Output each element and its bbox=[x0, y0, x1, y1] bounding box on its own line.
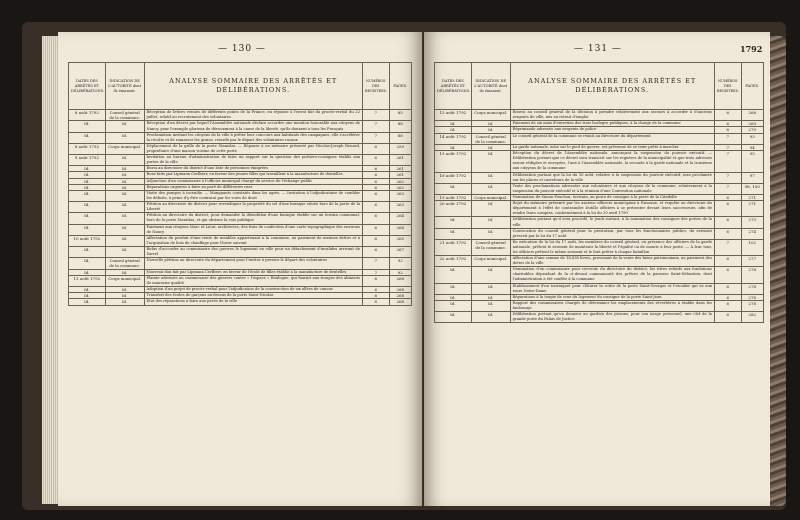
entry-date: Id. bbox=[69, 202, 106, 213]
entry-register-number: 6 bbox=[714, 127, 741, 133]
table-row bbox=[69, 132, 412, 143]
entry-authority: Id. bbox=[105, 178, 144, 184]
entry-register-number: 6 bbox=[714, 256, 741, 267]
entry-register-number: 6 bbox=[714, 294, 741, 300]
entry-register-number: 6 bbox=[362, 246, 389, 257]
table-row bbox=[435, 217, 764, 228]
header-pages: PAGES. bbox=[389, 63, 411, 110]
entry-authority: Id. bbox=[471, 294, 510, 300]
entry-register-number: 6 bbox=[362, 202, 389, 213]
entry-page: 274 bbox=[741, 228, 764, 239]
entry-page: 95 bbox=[741, 151, 764, 172]
entry-authority: Id. bbox=[105, 172, 144, 178]
entry-description: Refus d'accorder au commissaire des guerres le logement en ville pour un détachement d'invalides arrivant de Sarrel bbox=[144, 246, 362, 257]
entry-date: 21 août 1792 bbox=[435, 239, 472, 255]
entry-register-number: 6 bbox=[362, 286, 389, 292]
entry-page: 97 bbox=[741, 172, 764, 183]
entry-description: Transfert des écoles de garçons au-dessus de la porte Saint-Nicolas bbox=[144, 293, 362, 299]
entry-date: Id. bbox=[69, 286, 106, 292]
entry-register-number: 6 bbox=[714, 217, 741, 228]
entry-register-number: 7 bbox=[362, 258, 389, 269]
entry-authority: Conseil général de la commune. bbox=[471, 239, 510, 255]
entry-register-number: 6 bbox=[362, 154, 389, 165]
entry-page: 270 bbox=[741, 127, 764, 133]
table-row bbox=[69, 246, 412, 257]
table-row bbox=[69, 213, 412, 224]
entry-date: Id. bbox=[435, 294, 472, 300]
entry-description: Réparations à la toupie de crue du logement du consigne de la porte Saint-Jean bbox=[510, 294, 714, 300]
entry-register-number: 6 bbox=[362, 235, 389, 246]
entry-page: 93 bbox=[741, 133, 764, 144]
entry-date: Id. bbox=[435, 183, 472, 194]
entry-description: Adoption d'un projet de procès-verbal pour l'adjudication de la construction de six allées de canons bbox=[144, 286, 362, 292]
entry-date: Id. bbox=[435, 121, 472, 127]
entry-date: 16 août 1792 bbox=[435, 172, 472, 183]
entry-authority: Id. bbox=[471, 283, 510, 294]
entry-date: 19 août 1792 bbox=[435, 194, 472, 200]
entry-description: Paiement de six mois d'entretien des trois horloges publiques, à la charge de la commune bbox=[510, 121, 714, 127]
entry-description: Établissement d'un tourniquet pour clôturer la voûte de la porte Saint-Georges et l'escalier qui va aux tours Notre-Dame bbox=[510, 283, 714, 294]
entry-description: Délibération portant qu'on donnera au gardien des prisons, pour son usage personnel, une clef de la grande porte du Palais de Justice bbox=[510, 312, 714, 323]
entry-register-number: 6 bbox=[362, 184, 389, 190]
entry-date: 13 août 1792 bbox=[69, 275, 106, 286]
entry-register-number: 6 bbox=[362, 143, 389, 154]
entry-page: 277 bbox=[741, 256, 764, 267]
entry-page: 264 bbox=[389, 224, 411, 235]
entry-page: 102 bbox=[741, 239, 764, 255]
table-row bbox=[435, 201, 764, 217]
table-row bbox=[435, 183, 764, 194]
entry-register-number: 7 bbox=[714, 151, 741, 172]
entry-date: 20 août 1792 bbox=[435, 201, 472, 217]
table-row bbox=[435, 256, 764, 267]
table-row bbox=[435, 172, 764, 183]
entry-authority: Id. bbox=[105, 224, 144, 235]
table-row bbox=[69, 258, 412, 269]
entry-page: 267 bbox=[389, 246, 411, 257]
entry-authority: Id. bbox=[471, 300, 510, 311]
entry-date: Id. bbox=[69, 184, 106, 190]
entry-page: 263 bbox=[389, 202, 411, 213]
entry-description: Proclamation invitant les citoyens de la ville à prêter leur concours aux habitants des campagnes, elle s'accélérer la récolte et de ramasser les grains, retardé par le départ des volontaires rurauх bbox=[144, 132, 362, 143]
entry-description: Pétition au directoire du district pour revendiquer la propriété du sol d'une baraque située hors de la porte de la Liberté bbox=[144, 202, 362, 213]
entry-description: Délibération portant qu'il sera procédé, le jeudi suivant, à la nomination des consignes des portes de la ville bbox=[510, 217, 714, 228]
entry-date: Id. bbox=[435, 267, 472, 283]
entry-description: Adjonction d'un commissaire à l'officier municipal chargé du service de l'échange public bbox=[144, 178, 362, 184]
entry-authority: Id. bbox=[105, 293, 144, 299]
marbled-edge bbox=[768, 36, 786, 506]
entry-page: 269 bbox=[741, 121, 764, 127]
entry-page: 268 bbox=[389, 299, 411, 305]
entry-date: Id. bbox=[435, 300, 472, 311]
entry-register-number: 6 bbox=[714, 110, 741, 121]
table-row bbox=[69, 202, 412, 213]
entry-authority: Id. bbox=[471, 312, 510, 323]
entry-page: 265 bbox=[389, 235, 411, 246]
entry-register-number: 6 bbox=[362, 299, 389, 305]
table-row bbox=[69, 154, 412, 165]
entry-description: Réprimande adressée aux sergents de police bbox=[510, 127, 714, 133]
table-row bbox=[69, 121, 412, 132]
entry-date: Id. bbox=[435, 228, 472, 239]
entry-description: Réception d'un décret par lequel l'Assemblée nationale déclare accorder une mention honorable aux citoyens de Nancy, pour l'exemple glorieux de dévouement à la cause de la liberté, qu'ils donnent à tous les Français bbox=[144, 121, 362, 132]
entry-description: Déplacement de la grille de la porte Stanislas. — Réponse à un mémoire présenté par Nicolas-Joseph Renard, propriétaire d'une maison voisine de cette porte bbox=[144, 143, 362, 154]
entry-page: 263 bbox=[389, 190, 411, 201]
entry-date: Id. bbox=[69, 299, 106, 305]
entry-page: 259 bbox=[389, 143, 411, 154]
entry-authority: Id. bbox=[105, 154, 144, 165]
entry-page: 262 bbox=[389, 178, 411, 184]
entry-page: 271 bbox=[741, 201, 764, 217]
header-numeros: NUMÉROS DES REGISTRES. bbox=[714, 63, 741, 110]
left-page bbox=[58, 32, 422, 506]
header-dates: DATES DES ARRÊTÉS ET DÉLIBÉRATIONS. bbox=[435, 63, 472, 110]
entry-authority: Id. bbox=[471, 151, 510, 172]
entry-date: 10 août 1792 bbox=[69, 235, 106, 246]
entry-page: 88 bbox=[389, 132, 411, 143]
entry-description: Rejet du mémoire présenté par les anciens officiers municipaux à Ensoaux, et requête au directoire du département à l'effet de contraindre Dutillo officiers à se présenter devant leurs successeurs, afin de rendre leurs comptes, conformément à la loi du 20 avril 1790 bbox=[510, 201, 714, 217]
entry-page: 268 bbox=[389, 286, 411, 292]
entry-description: Nouveau don fait par Lipmann Cerfberr, en faveur de l'école de filles établie à la manufacture de dentelles bbox=[144, 269, 362, 275]
entry-date: 9 août 1792 bbox=[69, 154, 106, 165]
entry-page: 264 bbox=[389, 213, 411, 224]
entry-description: Nomination d'un commissaire pour recevoir, du directoire du district, les titres relatifs aux fondations charitables dépendant de la ci-devant communauté des prêtres de la paroisse Saint-Sébastien, dont l'administration a été confiée à la commune bbox=[510, 267, 714, 283]
entry-date: Id. bbox=[69, 172, 106, 178]
table-row bbox=[435, 151, 764, 172]
entry-date: Id. bbox=[69, 213, 106, 224]
entry-date: Id. bbox=[435, 127, 472, 133]
header-dates: DATES DES ARRÊTÉS ET DÉLIBÉRATIONS. bbox=[69, 63, 106, 110]
entry-authority: Corps municipal. bbox=[471, 110, 510, 121]
right-page bbox=[424, 32, 770, 506]
entry-page: 261 bbox=[389, 154, 411, 165]
entry-page: 278 bbox=[741, 267, 764, 283]
table-row bbox=[435, 239, 764, 255]
entry-register-number: 7 bbox=[714, 172, 741, 183]
entry-register-number: 6 bbox=[714, 194, 741, 200]
entry-date: 22 août 1792 bbox=[435, 256, 472, 267]
entry-date: Id. bbox=[69, 121, 106, 132]
entry-register-number: 7 bbox=[714, 183, 741, 194]
entry-description: Nouvelle pétition au directoire du département pour l'inviter à presser le départ des volontaires bbox=[144, 258, 362, 269]
entry-description: Délibération portant que la loi du 10 août, relative à la suspension du pouvoir exécutif, sera proclamée sur les places et carrefours de la ville bbox=[510, 172, 714, 183]
entry-authority: Conseil général de la commune. bbox=[105, 258, 144, 269]
entry-description: Rapport des commissaires chargés de déterminer les emplacements des réverbères à établir dans les faubourgs bbox=[510, 300, 714, 311]
entry-authority: Id. bbox=[105, 132, 144, 143]
table-row bbox=[69, 190, 412, 201]
entry-register-number: 6 bbox=[362, 224, 389, 235]
entry-description: Envoi au directoire du district d'une liste de personnes émigrées bbox=[144, 166, 362, 172]
entry-page: 92 bbox=[389, 258, 411, 269]
entry-description: Réparations urgentes à faire au pavé de différentes rues bbox=[144, 184, 362, 190]
entry-page: 273 bbox=[741, 217, 764, 228]
entry-description: Plainte adressée au commissaire des guerres contre « l'espace » Boulogne, qui fournit aux troupes des aliments de mauvaise qualité bbox=[144, 275, 362, 286]
entry-page: 98, 100 bbox=[741, 183, 764, 194]
entry-description: Paiement aux citoyens Marc et Lieut, architectes, des frais de confection d'une carte topographique des environs de Nancy bbox=[144, 224, 362, 235]
entry-page: 262 bbox=[389, 184, 411, 190]
entry-description: En exécution de la loi du 17 août, les membres du conseil général, en présence des officiers de la garde nationale, prêtent le serment de maintenir la liberté et l'égalité ou de mourir à leur poste. — À leur tour, les officiers prêtent le même serment et le font prêter à chaque bataillon bbox=[510, 239, 714, 255]
entry-authority: Id. bbox=[105, 166, 144, 172]
entry-date: Id. bbox=[69, 132, 106, 143]
entry-description: Affectation d'une somme de 18,838 livres, provenant de la vente des biens patrimoniaux, au paiement des dettes de la ville bbox=[510, 256, 714, 267]
entry-date: Id. bbox=[435, 217, 472, 228]
table-row bbox=[69, 224, 412, 235]
entry-authority: Corps municipal. bbox=[105, 143, 144, 154]
entry-register-number: 6 bbox=[714, 267, 741, 283]
entry-authority: Id. bbox=[105, 202, 144, 213]
entry-register-number: 6 bbox=[714, 228, 741, 239]
entry-register-number: 6 bbox=[362, 178, 389, 184]
entry-date: Id. bbox=[435, 145, 472, 151]
entry-page: 85 bbox=[389, 110, 411, 121]
entry-date: Id. bbox=[69, 246, 106, 257]
entry-date: 14 août 1792 bbox=[435, 133, 472, 144]
entry-register-number: 7 bbox=[362, 269, 389, 275]
header-numeros: NUMÉROS DES REGISTRES. bbox=[362, 63, 389, 110]
entry-page: 278 bbox=[741, 283, 764, 294]
table-row bbox=[435, 110, 764, 121]
entry-register-number: 6 bbox=[714, 312, 741, 323]
entry-description: La garde nationale, mise sur le pied de guerre, est prévenue de se tenir prête à marcher bbox=[510, 145, 714, 151]
entry-page: 268 bbox=[389, 275, 411, 286]
entry-authority: Id. bbox=[471, 267, 510, 283]
entry-description: Convocation du conseil général pour la prestation, par tous les fonctionnaires publics, du serment prescrit par la loi du 17 août bbox=[510, 228, 714, 239]
table-row bbox=[69, 275, 412, 286]
right-ledger-table bbox=[434, 62, 764, 323]
entry-register-number: 6 bbox=[362, 275, 389, 286]
entry-register-number: 6 bbox=[714, 121, 741, 127]
entry-date: 13 août 1792 bbox=[435, 110, 472, 121]
entry-page: 261 bbox=[389, 172, 411, 178]
header-indication: INDICATION DE L'AUTORITÉ dont ils émanent. bbox=[471, 63, 510, 110]
entry-date: Id. bbox=[69, 293, 106, 299]
entry-authority: Id. bbox=[105, 184, 144, 190]
entry-authority: Id. bbox=[471, 201, 510, 217]
entry-register-number: 7 bbox=[714, 133, 741, 144]
entry-date: Id. bbox=[69, 166, 106, 172]
entry-page: 271 bbox=[741, 194, 764, 200]
left-ledger-table bbox=[68, 62, 412, 306]
entry-register-number: 6 bbox=[714, 300, 741, 311]
entry-register-number: 6 bbox=[362, 172, 389, 178]
entry-authority: Id. bbox=[471, 145, 510, 151]
entry-date: Id. bbox=[69, 178, 106, 184]
table-row bbox=[435, 133, 764, 144]
header-analyse: ANALYSE SOMMAIRE DES ARRÊTÉS ET DÉLIBÉRATIONS. bbox=[510, 63, 714, 110]
entry-page: 282 bbox=[741, 312, 764, 323]
entry-register-number: 6 bbox=[714, 283, 741, 294]
entry-date: Id. bbox=[435, 312, 472, 323]
entry-authority: Id. bbox=[105, 235, 144, 246]
entry-register-number: 7 bbox=[714, 145, 741, 151]
header-indication: INDICATION DE L'AUTORITÉ dont ils émanent. bbox=[105, 63, 144, 110]
entry-register-number: 7 bbox=[362, 121, 389, 132]
table-row bbox=[435, 267, 764, 283]
table-row bbox=[69, 110, 412, 121]
entry-description: Réception de lettres venues de différents points de la France, en réponse à l'envoi fait du procès-verbal du 22 juillet, relatif au recrutement des volontaires bbox=[144, 110, 362, 121]
table-row bbox=[435, 300, 764, 311]
entry-description: Affectation du produit d'une rente de meubles appartenant à la commune, au paiement de menues dettes et à l'acquisition de bois de chauffage pour l'hiver suivant bbox=[144, 235, 362, 246]
entry-date: Id. bbox=[69, 258, 106, 269]
entry-page: 268 bbox=[741, 110, 764, 121]
entry-authority: Conseil général de la commune. bbox=[471, 133, 510, 144]
entry-description: Texte des proclamations adressées aux volontaires et aux citoyens de la commune, relativement à la suspension du pouvoir exécutif et à la réunion d'une Convention nationale bbox=[510, 183, 714, 194]
entry-register-number: 6 bbox=[362, 166, 389, 172]
entry-authority: Id. bbox=[471, 172, 510, 183]
entry-register-number: 6 bbox=[362, 213, 389, 224]
right-page-year: 1792 bbox=[740, 44, 763, 54]
entry-description: Réception du décret de l'Assemblée nationale, annonçant la suspension du pouvoir exécutif. — Délibération portant que ce décret sera transcrit sur les registres de la municipalité et que trois adresses seront rédigées et envoyées, l'une à l'Assemblée nationale, la seconde à la garde nationale et la troisième aux citoyens de la commune bbox=[510, 151, 714, 172]
entry-date: Id. bbox=[69, 190, 106, 201]
entry-register-number: 7 bbox=[362, 110, 389, 121]
entry-authority: Corps municipal. bbox=[105, 275, 144, 286]
entry-authority: Id. bbox=[105, 121, 144, 132]
entry-register-number: 6 bbox=[362, 293, 389, 299]
entry-authority: Conseil général de la commune. bbox=[105, 110, 144, 121]
entry-description: Invitation au bureau d'administration de faire un rapport sur la question des portiers-consignes établis aux portes de la ville bbox=[144, 154, 362, 165]
entry-authority: Corps municipal. bbox=[471, 256, 510, 267]
table-row bbox=[435, 312, 764, 323]
entry-description: Renvoi au conseil général de la décision à prendre relativement aux secours à accorder à d'anciens sergents de ville, mis en retrait d'emploi bbox=[510, 110, 714, 121]
entry-date: 8 août 1792 bbox=[69, 143, 106, 154]
entry-page: 268 bbox=[389, 293, 411, 299]
entry-authority: Id. bbox=[105, 269, 144, 275]
entry-description: Pétition au directoire du district, pour demander la démolition d'une baraque établie sur un terrain communal, hors de la porte Stanislas, et qui obstrue la voie publique bbox=[144, 213, 362, 224]
entry-page: 88 bbox=[389, 121, 411, 132]
entry-page: 92 bbox=[389, 269, 411, 275]
entry-authority: Id. bbox=[471, 183, 510, 194]
entry-register-number: 6 bbox=[714, 201, 741, 217]
entry-date: Id. bbox=[69, 269, 106, 275]
entry-description: Bons faits par Lipmann Cerfberr, en faveur des jeunes filles qui travaillent à la manufacture de dentelles bbox=[144, 172, 362, 178]
entry-page: 94 bbox=[741, 145, 764, 151]
entry-authority: Id. bbox=[105, 299, 144, 305]
left-page-number: — 130 — bbox=[218, 44, 266, 54]
entry-register-number: 7 bbox=[714, 239, 741, 255]
table-row bbox=[435, 228, 764, 239]
entry-date: Id. bbox=[69, 224, 106, 235]
table-row bbox=[69, 235, 412, 246]
entry-description: État des réparations à faire aux pavés de la ville bbox=[144, 299, 362, 305]
header-pages: PAGES. bbox=[741, 63, 764, 110]
entry-register-number: 7 bbox=[362, 132, 389, 143]
entry-date: 8 août 1792 bbox=[69, 110, 106, 121]
entry-description: Visite des pompes à incendie. — Manquants constatés dans les agrès. — Invitation à l'adjudicataire de combler les déficits, à peine d'y être contraint par les voies de droit bbox=[144, 190, 362, 201]
entry-authority: Id. bbox=[471, 228, 510, 239]
table-row bbox=[69, 143, 412, 154]
entry-page: 261 bbox=[389, 166, 411, 172]
entry-description: Nomination de Simon Pouchon, écrivain, au poste de consigne à la porte de la Citadelle bbox=[510, 194, 714, 200]
entry-page: 278 bbox=[741, 294, 764, 300]
table-row bbox=[435, 283, 764, 294]
entry-date: 15 août 1792 bbox=[435, 151, 472, 172]
entry-authority: Corps municipal. bbox=[471, 194, 510, 200]
entry-date: Id. bbox=[435, 283, 472, 294]
entry-page: 278 bbox=[741, 300, 764, 311]
entry-authority: Id. bbox=[471, 127, 510, 133]
entry-authority: Id. bbox=[105, 246, 144, 257]
entry-description: Le conseil général de la commune se réunit au directoire du département bbox=[510, 133, 714, 144]
entry-authority: Id. bbox=[105, 190, 144, 201]
book bbox=[22, 22, 786, 510]
entry-authority: Id. bbox=[471, 217, 510, 228]
header-analyse: ANALYSE SOMMAIRE DES ARRÊTÉS ET DÉLIBÉRATIONS. bbox=[144, 63, 362, 110]
entry-authority: Id. bbox=[105, 286, 144, 292]
entry-register-number: 6 bbox=[362, 190, 389, 201]
entry-authority: Id. bbox=[105, 213, 144, 224]
table-row bbox=[69, 299, 412, 305]
right-page-number: — 131 — bbox=[574, 44, 622, 54]
entry-authority: Id. bbox=[471, 121, 510, 127]
